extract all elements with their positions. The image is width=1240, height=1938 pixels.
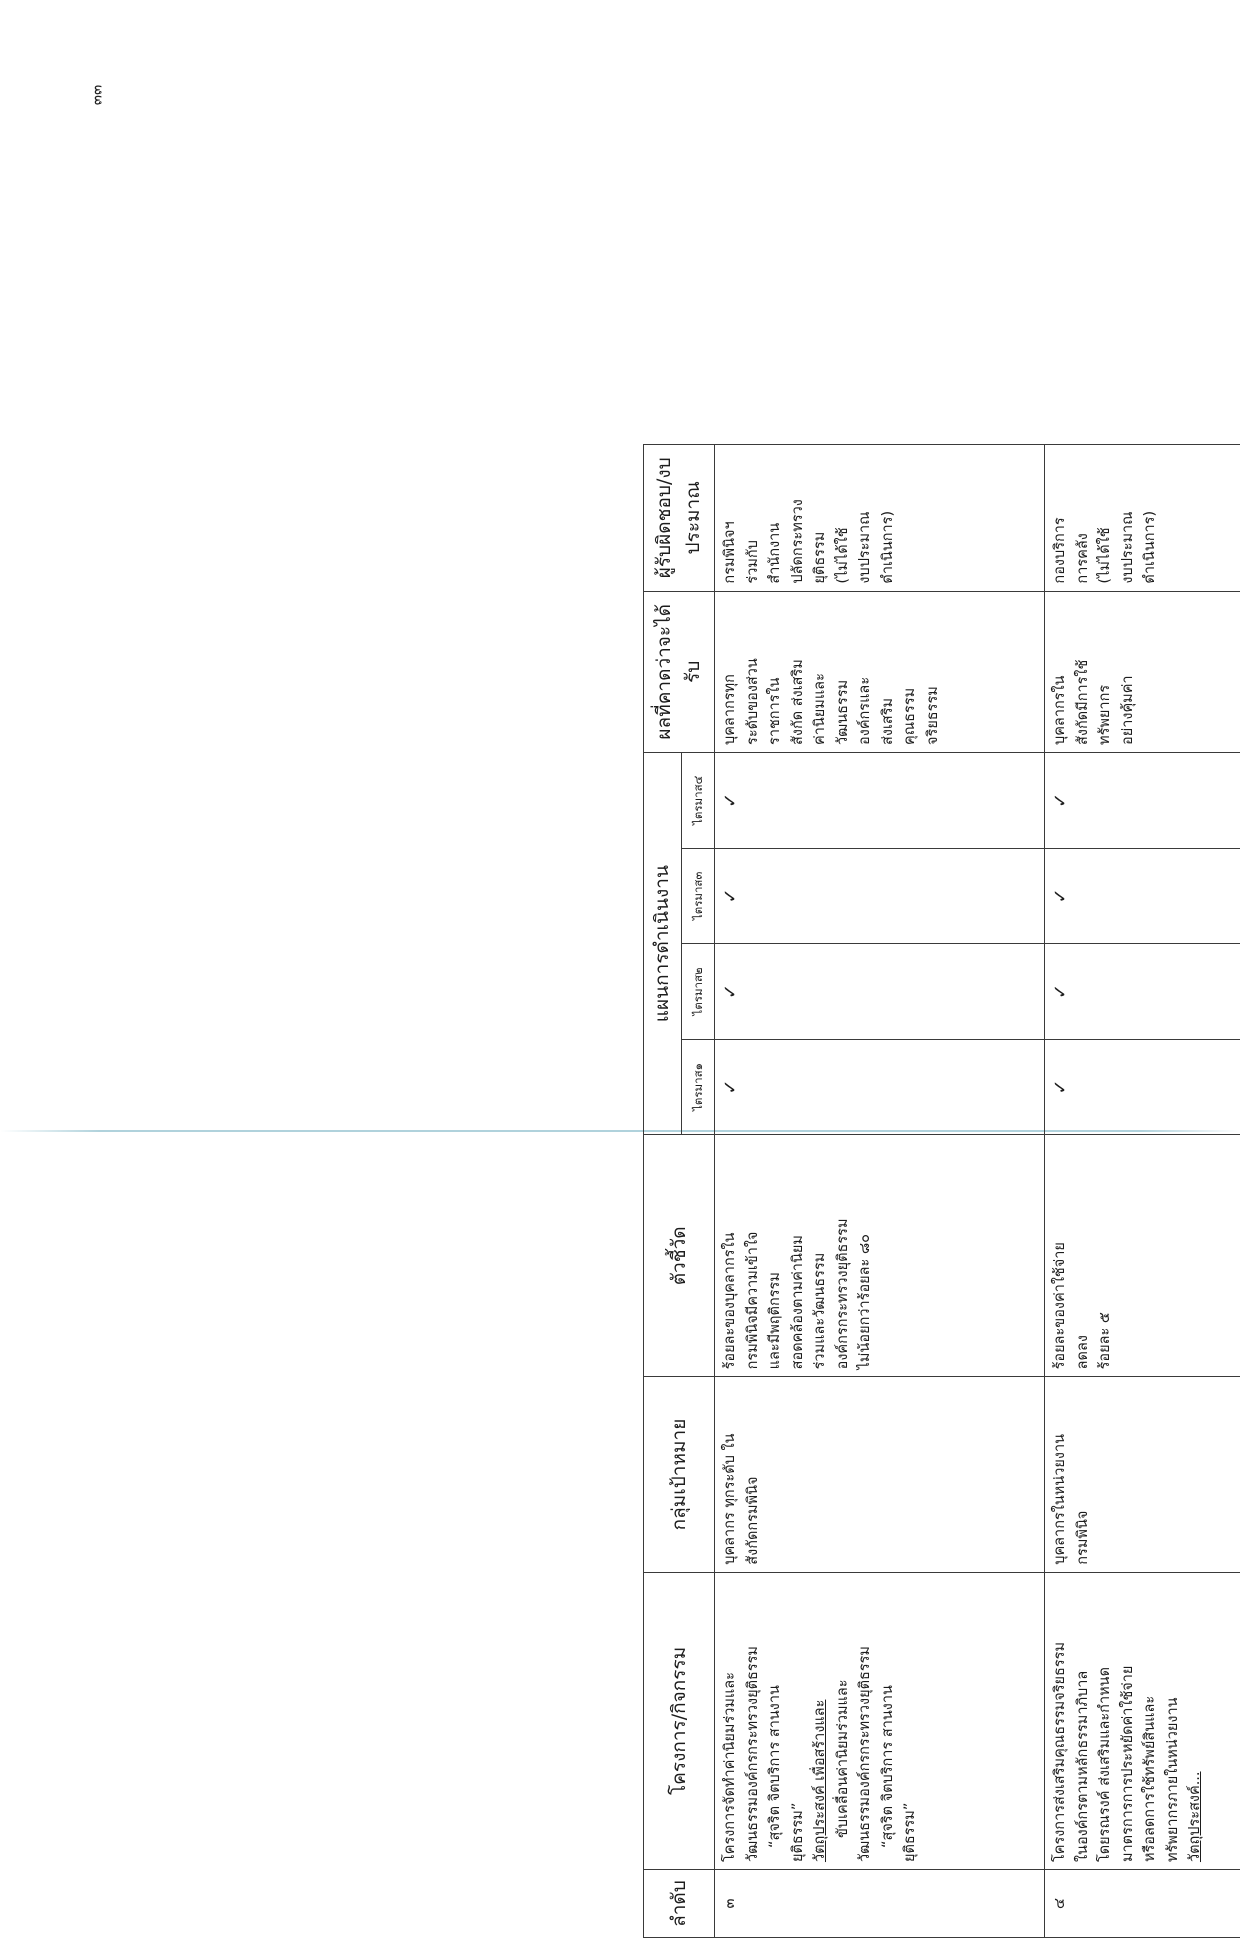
project-line: หรือลดการใช้ทรัพย์สินและ — [1142, 1695, 1159, 1863]
cell-target — [1045, 1377, 1240, 1572]
result-line: จริยธรรม — [924, 686, 941, 745]
project-line — [809, 1580, 831, 1862]
owner-line: ปลัดกระทรวง — [789, 499, 806, 584]
header-indicator: ตัวชี้วัด — [644, 1135, 715, 1377]
page-number-text: ๓๓ — [86, 84, 105, 106]
target-line: กรมพินิจ — [1074, 1510, 1091, 1565]
cell-target — [715, 1377, 1045, 1572]
owner-line: สำนักงาน — [767, 522, 784, 584]
indicator-line: ร้อยละของค่าใช้จ่าย — [1052, 1242, 1069, 1370]
target-line: บุคลากรในหน่วยงาน — [1052, 1434, 1069, 1565]
project-line: โครงการส่งเสริมคุณธรรมจริยธรรม — [1052, 1641, 1069, 1863]
plan-table-container — [643, 444, 1240, 1938]
indicator-line: ร่วมและวัฒนธรรม — [812, 1252, 829, 1370]
project-line: วัฒนธรรมองค์กรกระทรวงยุติธรรม — [744, 1646, 761, 1863]
table-row — [715, 445, 1045, 1938]
cell-q1-check: ✓ — [1045, 1039, 1240, 1135]
cell-owner — [1045, 445, 1240, 592]
indicator-line: สอดคล้องตามค่านิยม — [789, 1235, 806, 1370]
cell-indicator — [715, 1135, 1045, 1377]
result-line: องค์กรและ — [857, 676, 874, 745]
header-result: ผลที่คาดว่าจะได้รับ — [644, 591, 715, 752]
result-line: ส่งเสริม — [879, 697, 896, 745]
cell-indicator — [1045, 1135, 1240, 1377]
target-line: บุคลากร ทุกระดับ ใน — [722, 1433, 739, 1565]
project-line: ขับเคลื่อนค่านิยมร่วมและ — [834, 1679, 851, 1839]
cell-q3-check: ✓ — [1045, 848, 1240, 944]
header-q1: ไตรมาส๑ — [682, 1039, 715, 1135]
cell-seq: ๔ — [1045, 1870, 1240, 1938]
indicator-line: ลดลง — [1074, 1335, 1091, 1370]
result-line: ราชการใน — [767, 677, 784, 745]
cell-project — [715, 1572, 1045, 1869]
owner-line: ดำเนินการ) — [1142, 510, 1159, 584]
result-line: ระดับของส่วน — [744, 658, 761, 745]
owner-line: การคลัง — [1074, 533, 1091, 584]
table-body — [715, 445, 1240, 1938]
action-plan-table — [643, 444, 1240, 1938]
owner-line: ร่วมกับ — [744, 540, 761, 584]
result-line: คุณธรรม — [902, 687, 919, 745]
header-plan: แผนการดำเนินงาน — [644, 752, 682, 1134]
project-line: ยุติธรรม” — [902, 1802, 919, 1863]
result-line: วัฒนธรรม — [834, 679, 851, 745]
project-line: มาตรการการประหยัดค่าใช้จ่าย — [1119, 1665, 1136, 1863]
project-line: ยุติธรรม” — [789, 1802, 806, 1863]
project-line: โดยรณรงค์ ส่งเสริมและกำหนด — [1097, 1667, 1114, 1863]
table-row — [1045, 445, 1240, 1938]
cell-seq: ๓ — [715, 1870, 1045, 1938]
cell-q3-check: ✓ — [715, 848, 1045, 944]
cell-q4-check: ✓ — [1045, 752, 1240, 848]
indicator-line: และมีพฤติกรรม — [767, 1272, 784, 1370]
owner-line: งบประมาณ — [1119, 511, 1136, 584]
cell-project — [1045, 1572, 1240, 1869]
result-line: สังกัดมีการใช้ — [1074, 659, 1091, 745]
result-line: ทรัพยากร — [1097, 684, 1114, 745]
objective-label: วัตถุประสงค์... — [1187, 1771, 1204, 1863]
result-line: ค่านิยมและ — [812, 673, 829, 745]
cell-q2-check: ✓ — [1045, 944, 1240, 1040]
indicator-line: ร้อยละของบุคลากรใน — [722, 1232, 739, 1370]
owner-line: ยุติธรรม — [812, 531, 829, 584]
cell-result — [715, 591, 1045, 752]
header-owner: ผู้รับผิดชอบ/งบประมาณ — [644, 445, 715, 592]
header-q4: ไตรมาส๔ — [682, 752, 715, 848]
project-line — [1184, 1580, 1206, 1862]
result-line: อย่างคุ้มค่า — [1119, 675, 1136, 745]
page-number — [82, 80, 110, 110]
result-line: บุคลากรใน — [1052, 675, 1069, 745]
indicator-line: ไม่น้อยกว่าร้อยละ ๘๐ — [857, 1234, 874, 1370]
owner-line: (ไม่ได้ใช้ — [834, 527, 851, 584]
target-line: สังกัดกรมพินิจ — [744, 1476, 761, 1565]
project-line: ในองค์กรตามหลักธรรมาภิบาล — [1074, 1670, 1091, 1863]
header-q2: ไตรมาส๒ — [682, 944, 715, 1040]
project-line: โครงการจัดทำค่านิยมร่วมและ — [722, 1672, 739, 1863]
cell-q2-check: ✓ — [715, 944, 1045, 1040]
cell-result — [1045, 591, 1240, 752]
project-line: “สุจริต จิตบริการ สานงาน — [767, 1685, 784, 1849]
owner-line: งบประมาณ — [857, 511, 874, 584]
cell-owner — [715, 445, 1045, 592]
owner-line: ดำเนินการ) — [879, 510, 896, 584]
header-project: โครงการ/กิจกรรม — [644, 1572, 715, 1869]
header-q3: ไตรมาส๓ — [682, 848, 715, 944]
header-seq: ลำดับ — [644, 1870, 715, 1938]
result-line: สังกัด ส่งเสริม — [789, 659, 806, 745]
project-line: “สุจริต จิตบริการ สานงาน — [879, 1685, 896, 1849]
indicator-line: ร้อยละ ๕ — [1097, 1312, 1114, 1370]
header-target: กลุ่มเป้าหมาย — [644, 1377, 715, 1572]
cell-q4-check: ✓ — [715, 752, 1045, 848]
owner-line: กรมพินิจฯ — [722, 521, 739, 584]
indicator-line: องค์กรกระทรวงยุติธรรม — [834, 1218, 851, 1370]
objective-label: วัตถุประสงค์ เพื่อสร้างและ — [812, 1699, 829, 1863]
owner-line: (ไม่ได้ใช้ — [1097, 527, 1114, 584]
indicator-line: กรมพินิจมีความเข้าใจ — [744, 1231, 761, 1370]
table-header — [644, 445, 715, 1938]
result-line: บุคลากรทุก — [722, 674, 739, 745]
owner-line: กองบริการ — [1052, 517, 1069, 584]
project-line: วัฒนธรรมองค์กรกระทรวงยุติธรรม — [857, 1646, 874, 1863]
project-line: ทรัพยากรภายในหน่วยงาน — [1164, 1697, 1181, 1863]
cell-q1-check: ✓ — [715, 1039, 1045, 1135]
